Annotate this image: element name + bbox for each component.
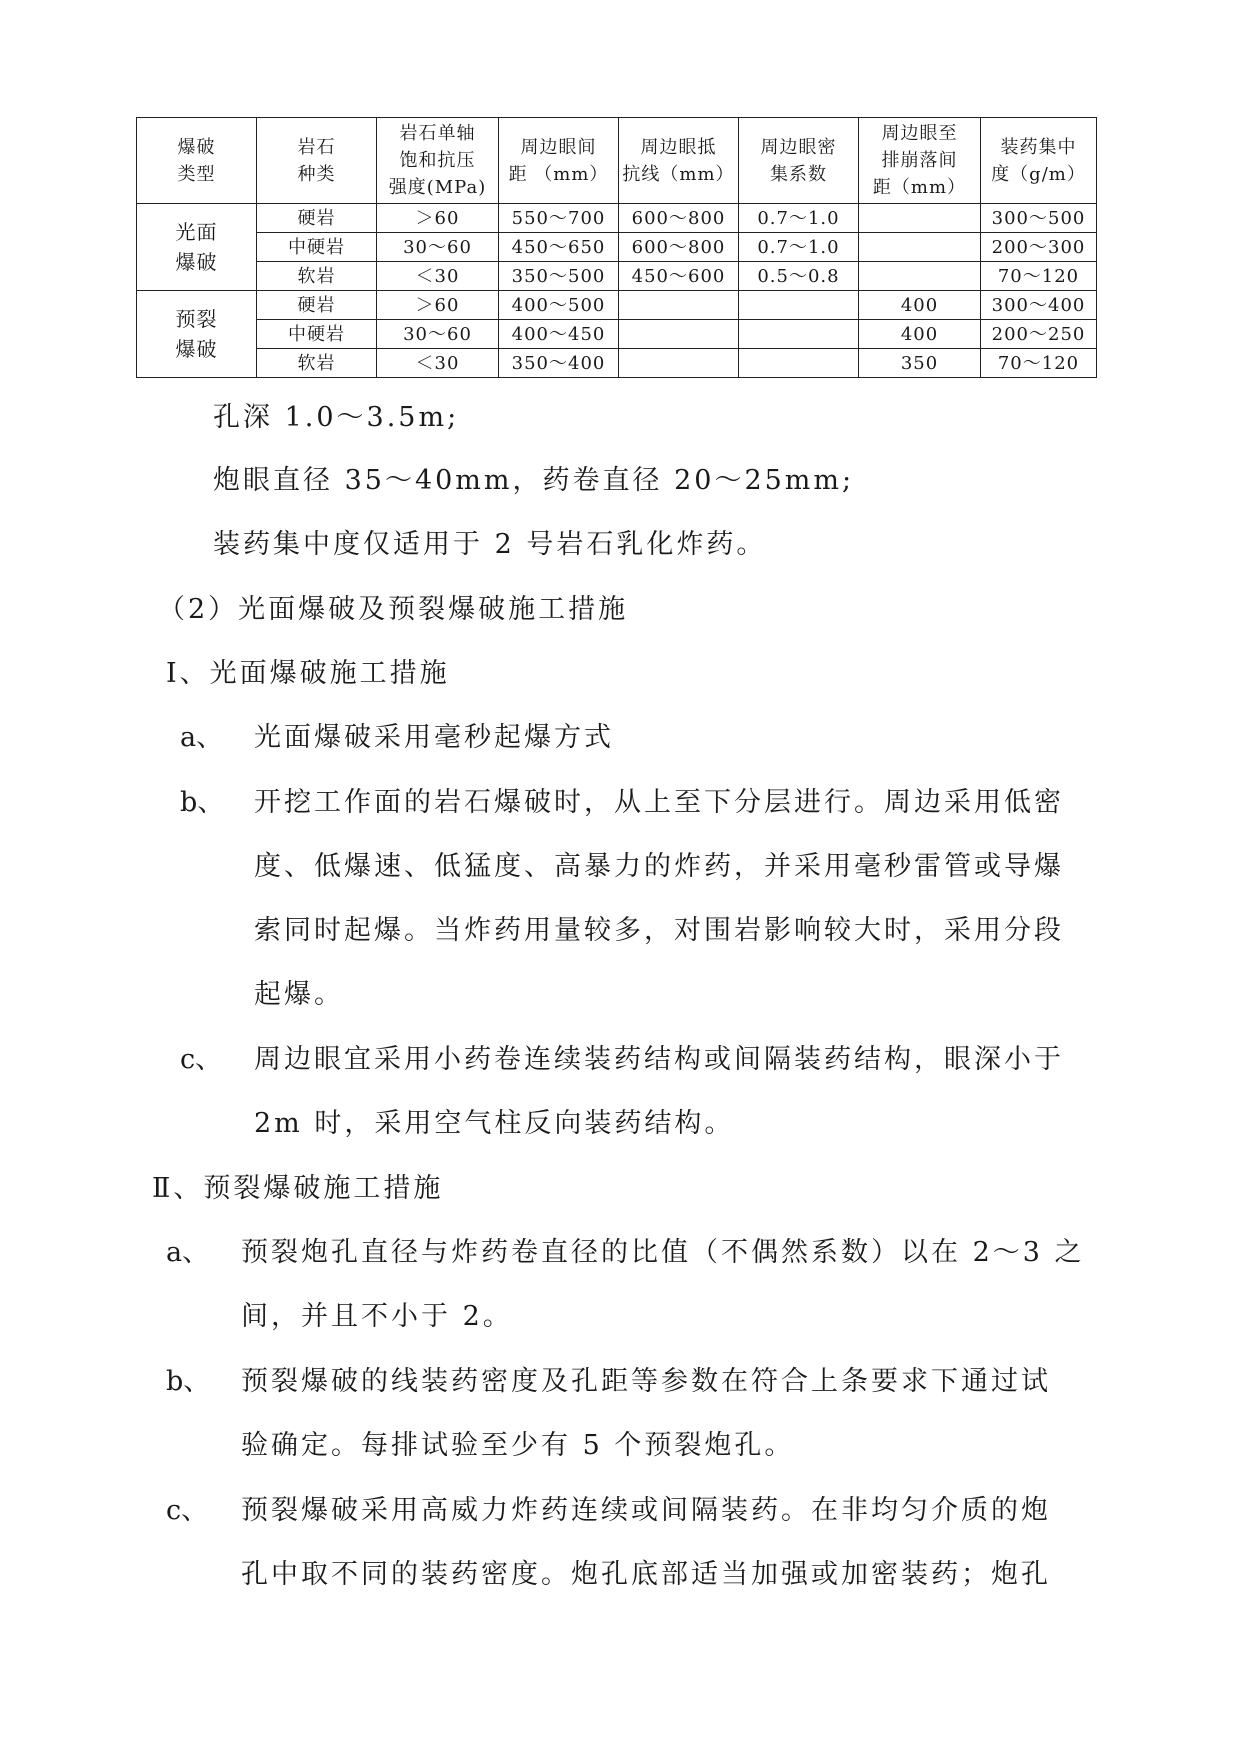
table-cell — [859, 262, 981, 291]
table-cell: 0.7～1.0 — [739, 233, 859, 262]
table-row — [137, 262, 1097, 291]
table-row — [137, 291, 1097, 320]
table-cell — [739, 320, 859, 349]
table-cell: 30～60 — [377, 233, 499, 262]
table-cell: 软岩 — [257, 262, 377, 291]
table-cell — [619, 291, 739, 320]
table-cell — [619, 320, 739, 349]
note-hole-depth: 孔深 1.0～3.5m; — [213, 402, 460, 433]
table-cell: 70～120 — [981, 349, 1097, 378]
table-cell: ＜30 — [377, 349, 499, 378]
table-cell: 400～500 — [499, 291, 619, 320]
item-text: 度、低爆速、低猛度、高暴力的炸药，并采用毫秒雷管或导爆 — [254, 851, 1064, 882]
table-cell: 350～400 — [499, 349, 619, 378]
item-text: 2m 时，采用空气柱反向装药结构。 — [254, 1108, 735, 1139]
item-text: 开挖工作面的岩石爆破时，从上至下分层进行。周边采用低密 — [254, 787, 1064, 818]
subsection-title-smooth-blasting: Ⅰ、光面爆破施工措施 — [166, 658, 450, 689]
item-text: 孔中取不同的装药密度。炮孔底部适当加强或加密装药；炮孔 — [241, 1559, 1051, 1590]
table-cell: 550～700 — [499, 204, 619, 233]
item-marker: a、 — [166, 1237, 210, 1268]
header-cell: 周边眼间 距 （mm） — [499, 118, 619, 204]
blasting-parameters-table — [136, 117, 1097, 378]
table-cell: 400～450 — [499, 320, 619, 349]
table-cell: 450～600 — [619, 262, 739, 291]
table-row — [137, 204, 1097, 233]
table-cell — [739, 291, 859, 320]
table-cell — [859, 204, 981, 233]
item-marker: a、 — [180, 722, 224, 753]
section-title: （2）光面爆破及预裂爆破施工措施 — [158, 594, 629, 625]
table-cell: 400 — [859, 291, 981, 320]
header-cell: 爆破 类型 — [137, 118, 257, 204]
item-text: 起爆。 — [254, 979, 344, 1010]
item-marker: c、 — [166, 1495, 209, 1526]
table-cell: 200～250 — [981, 320, 1097, 349]
item-text: 验确定。每排试验至少有 5 个预裂炮孔。 — [241, 1430, 795, 1461]
table-cell: 70～120 — [981, 262, 1097, 291]
blast-type-cell: 光面 爆破 — [137, 204, 257, 291]
table-row — [137, 320, 1097, 349]
table-cell: 400 — [859, 320, 981, 349]
item-text: 周边眼宜采用小药卷连续装药结构或间隔装药结构，眼深小于 — [254, 1044, 1064, 1075]
item-marker: b、 — [180, 787, 225, 818]
table-row — [137, 233, 1097, 262]
item-marker: b、 — [166, 1366, 211, 1397]
header-cell: 周边眼至 排崩落间 距（mm） — [859, 118, 981, 204]
table-cell: 600～800 — [619, 204, 739, 233]
table-cell: 硬岩 — [257, 204, 377, 233]
header-cell: 岩石单轴 饱和抗压 强度(MPa) — [377, 118, 499, 204]
table-cell: 软岩 — [257, 349, 377, 378]
table-cell: 200～300 — [981, 233, 1097, 262]
table-cell — [739, 349, 859, 378]
table-cell: 450～650 — [499, 233, 619, 262]
blast-type-cell: 预裂 爆破 — [137, 291, 257, 378]
table-cell: 300～500 — [981, 204, 1097, 233]
table-cell: ＜30 — [377, 262, 499, 291]
subsection-title-presplit-blasting: Ⅱ、预裂爆破施工措施 — [152, 1173, 444, 1204]
item-text: 间，并且不小于 2。 — [241, 1301, 513, 1332]
table-cell: 中硬岩 — [257, 233, 377, 262]
item-marker: c、 — [180, 1044, 223, 1075]
item-text: 预裂炮孔直径与炸药卷直径的比值（不偶然系数）以在 2～3 之 — [241, 1237, 1085, 1268]
table-cell: 中硬岩 — [257, 320, 377, 349]
table-cell — [859, 233, 981, 262]
item-text: 预裂爆破采用高威力炸药连续或间隔装药。在非均匀介质的炮 — [241, 1495, 1051, 1526]
item-text: 索同时起爆。当炸药用量较多，对围岩影响较大时，采用分段 — [254, 915, 1064, 946]
table-cell: 350 — [859, 349, 981, 378]
table-cell: 300～400 — [981, 291, 1097, 320]
table-cell: ＞60 — [377, 291, 499, 320]
table-row — [137, 349, 1097, 378]
header-cell: 装药集中 度（g/m） — [981, 118, 1097, 204]
table-cell: 0.7～1.0 — [739, 204, 859, 233]
item-text: 光面爆破采用毫秒起爆方式 — [254, 722, 614, 753]
header-cell: 岩石 种类 — [257, 118, 377, 204]
table-header-row — [137, 118, 1097, 204]
table-cell: 350～500 — [499, 262, 619, 291]
item-text: 预裂爆破的线装药密度及孔距等参数在符合上条要求下通过试 — [241, 1366, 1051, 1397]
table-cell: 30～60 — [377, 320, 499, 349]
table-cell — [619, 349, 739, 378]
table-cell: 硬岩 — [257, 291, 377, 320]
header-cell: 周边眼抵 抗线（mm） — [619, 118, 739, 204]
header-cell: 周边眼密 集系数 — [739, 118, 859, 204]
note-hole-diameter: 炮眼直径 35～40mm，药卷直径 20～25mm; — [213, 465, 855, 496]
table-cell: 600～800 — [619, 233, 739, 262]
table-cell: ＞60 — [377, 204, 499, 233]
note-charge-concentration: 装药集中度仅适用于 2 号岩石乳化炸药。 — [213, 529, 767, 560]
table-cell: 0.5～0.8 — [739, 262, 859, 291]
